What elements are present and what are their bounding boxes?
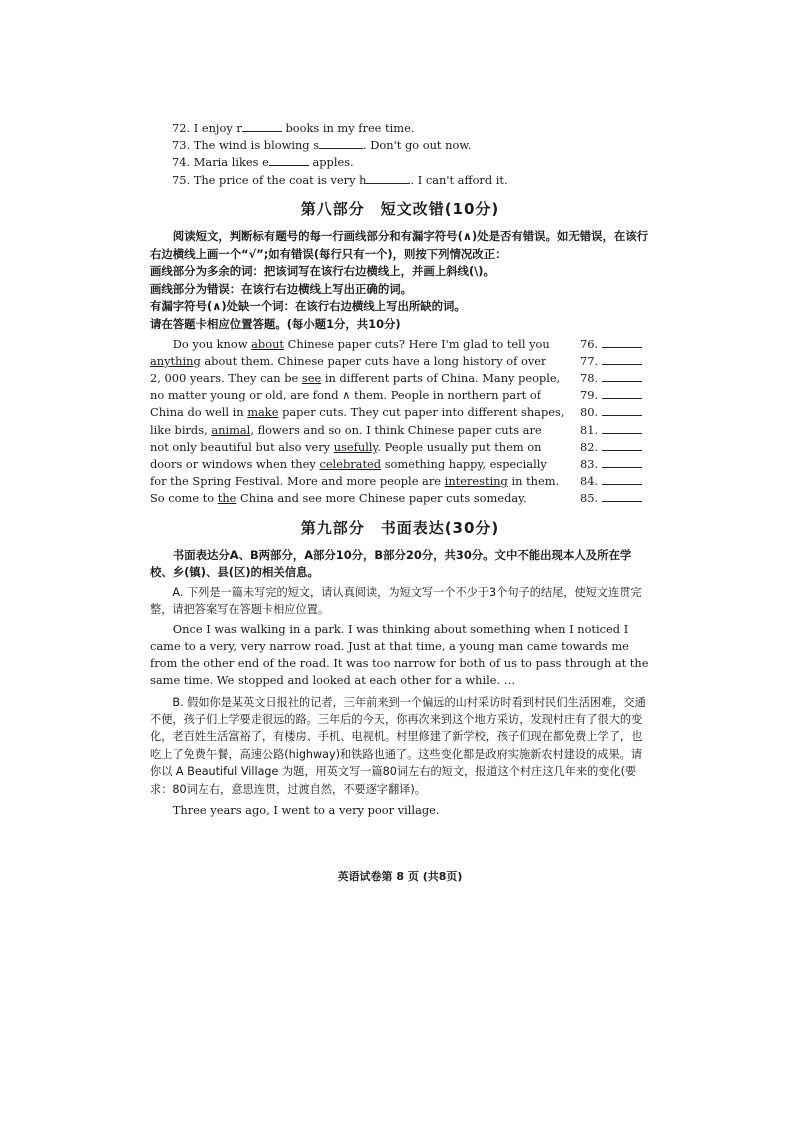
passage-line: not only beautiful but also very usefully. People usually put them on 82. [150,439,650,456]
answer-blank [602,370,642,382]
partA-instructions: A. 下列是一篇未写完的短文，请认真阅读，为短文写一个不少于3个句子的结尾，使短文连贯完整，请把答案写在答题卡相应位置。 [150,586,642,617]
underlined-word: celebrated [319,457,382,471]
question-74: 74. Maria likes e apples. [172,155,354,170]
page-footer: 英语试卷第 8 页 (共8页) [337,870,463,883]
answer-blank [602,387,642,399]
partB-instructions: B. 假如你是某英文日报社的记者，三年前来到一个偏远的山村采访时看到村民们生活困难，交通不便，孩子们上学要走很远的路。三年后的今天，你再次来到这个地方采访，发现村庄有了很大的变化，老百姓生活富裕了，有楼房、手机、电视机。村里修建了新学校，孩子们现在都免费上学了，也吃上了免费午餐，高速公路(highway)和铁路也通了。这些变化都是政府实施新农村建设的成果。请你以 A Beautiful Village 为题，用英文写一篇80词左右的短文，报道这个村庄这几年来的变化(要求：80词左右，意思连贯，过渡自然，不要逐字翻译)。 [150,695,646,796]
instruction-line: 画线部分为错误：在该行右边横线上写出正确的词。 [150,281,412,296]
underlined-word: the [217,491,237,506]
passage-line: doors or windows when they celebrated something happy, especially 83. [150,456,650,473]
underlined-word: see [301,370,322,385]
answer-blank [366,172,410,184]
passage-line: no matter young or old, are fond ∧ them. People in northern part of 79. [150,387,650,404]
answer-blank [602,439,642,451]
answer-blank [602,422,642,434]
answer-blank [602,490,642,502]
section9-intro: 书面表达分A、B两部分，A部分10分，B部分20分，共30分。文中不能出现本人及所在学校、乡(镇)、县(区)的相关信息。 [150,547,632,580]
exam-sheet [150,120,650,819]
passage-line: anything about them. Chinese paper cuts have a long history of over 77. [150,353,650,370]
partB-start: Three years ago, I went to a very poor village. [172,803,440,818]
question-75: 75. The price of the coat is very h . I can't afford it. [172,172,508,187]
passage-line: Do you know about Chinese paper cuts? Here I'm glad to tell you 76. [150,336,650,353]
underlined-word: usefully [333,439,378,454]
answer-blank [602,336,642,348]
passage-line: 2, 000 years. They can be see in different parts of China. Many people, 78. [150,370,650,387]
answer-blank [602,456,642,468]
answer-blank [602,473,642,485]
underlined-word: animal [211,422,251,437]
answer-blank [269,154,309,166]
answer-blank [319,137,363,149]
instruction-line: 阅读短文，判断标有题号的每一行画线部分和有漏字符号(∧)处是否有错误。如无错误，在该行右边横线上画一个“√”;如有错误(每行只有一个)，则按下列情况改正： [150,229,649,261]
section9-title: 第九部分 书面表达(30分) [300,518,500,537]
answer-blank [242,120,282,132]
question-73: 73. The wind is blowing s . Don't go out now. [172,138,472,153]
passage-line: like birds, animal, flowers and so on. I think Chinese paper cuts are 81. [150,422,650,439]
correction-passage [150,336,650,508]
underlined-word: interesting [444,474,508,489]
passage-line: China do well in make paper cuts. They cut paper into different shapes, 80. [150,404,650,421]
instruction-line: 请在答题卡相应位置答题。(每小题1分，共10分) [150,316,401,331]
section8-title: 第八部分 短文改错(10分) [300,199,500,218]
answer-blank [602,353,642,365]
passage-line: for the Spring Festival. More and more people are interesting in them. 84. [150,473,650,490]
underlined-word: anything [150,353,201,368]
fill-in-questions [150,120,650,189]
underlined-word: about [251,336,284,351]
section8-instructions [150,228,650,334]
passage-line: So come to the China and see more Chinese paper cuts someday. 85. [150,490,650,507]
answer-blank [602,404,642,416]
instruction-line: 画线部分为多余的词：把该词写在该行右边横线上，并画上斜线(\)。 [150,264,495,279]
partA-text: Once I was walking in a park. I was thinking about something when I noticed I came to a very, very narrow road. Just at that time, a young man came towards me from the other end of the road. It was too narrow for both of us to pass through at the same time. We stopped and looked at each other for a while. … [150,621,649,688]
question-72: 72. I enjoy r books in my free time. [172,121,415,135]
instruction-line: 有漏字符号(∧)处缺一个词：在该行右边横线上写出所缺的词。 [150,299,466,314]
underlined-word: make [247,405,279,420]
